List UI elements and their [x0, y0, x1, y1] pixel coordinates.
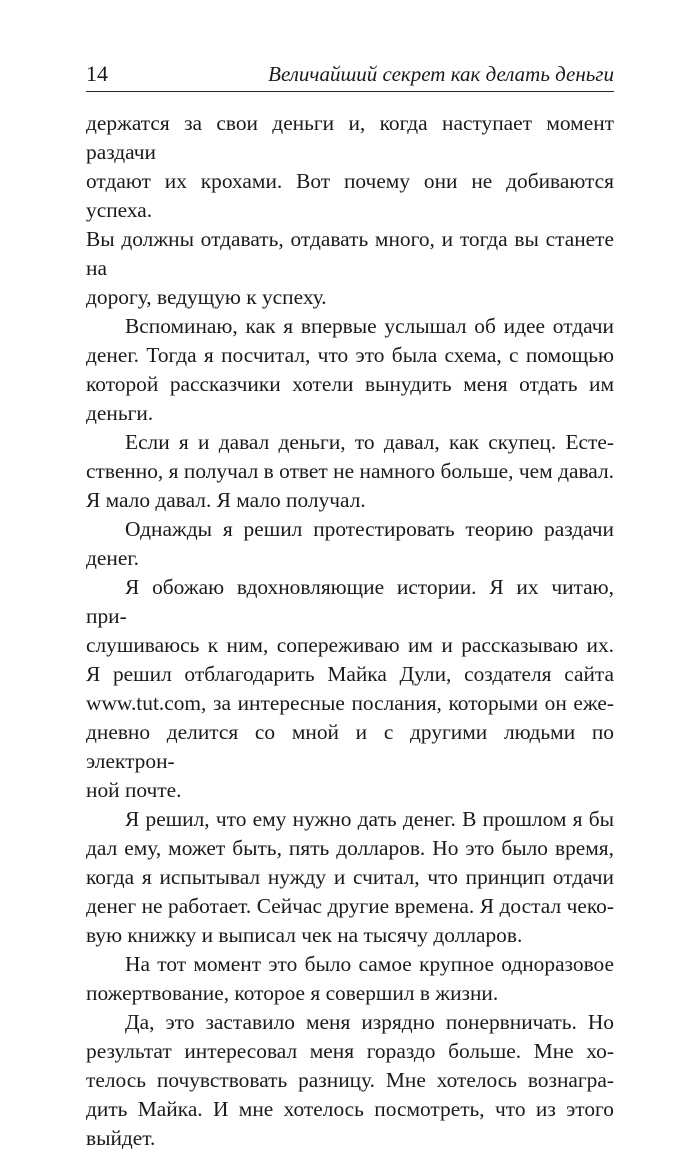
- text-line: дал ему, может быть, пять долларов. Но это было время,: [86, 836, 614, 860]
- page-header: [86, 60, 614, 88]
- text-line: Да, это заставило меня изрядно понервничать. Но: [125, 1010, 614, 1034]
- text-line: денег. Тогда я посчитал, что это была схема, с помощью: [86, 343, 614, 367]
- text-line: результат интересовал меня гораздо больше. Мне хо-: [86, 1039, 614, 1063]
- running-title: Величайший секрет как делать деньги: [268, 62, 614, 86]
- header-rule: [86, 91, 614, 92]
- text-line: деньги.: [86, 401, 154, 425]
- text-line: держатся за свои деньги и, когда наступает момент раздачи: [86, 111, 614, 164]
- text-line: пожертвование, которое я совершил в жизни.: [86, 981, 499, 1005]
- text-line: Я решил отблагодарить Майка Дули, создателя сайта: [86, 662, 614, 686]
- text-line: дорогу, ведущую к успеху.: [86, 285, 327, 309]
- text-line: слушиваюсь к ним, сопереживаю им и рассказываю их.: [86, 633, 614, 657]
- text-line: вую книжку и выписал чек на тысячу долларов.: [86, 923, 523, 947]
- text-line: Я мало давал. Я мало получал.: [86, 488, 366, 512]
- text-line: дневно делится со мной и с другими людьми по электрон-: [86, 720, 614, 773]
- text-line: телось почувствовать разницу. Мне хотелось вознагра-: [86, 1068, 614, 1092]
- text-line: Я решил, что ему нужно дать денег. В прошлом я бы: [125, 807, 614, 831]
- text-line: ственно, я получал в ответ не намного больше, чем давал.: [86, 459, 614, 483]
- text-line: денег.: [86, 546, 140, 570]
- text-line: На тот момент это было самое крупное одноразовое: [125, 952, 614, 976]
- text-line: ной почте.: [86, 778, 182, 802]
- text-line: Если я и давал деньги, то давал, как скупец. Есте-: [125, 430, 614, 454]
- text-line: www.tut.com, за интересные послания, которыми он еже-: [86, 691, 614, 715]
- text-line: выйдет.: [86, 1126, 156, 1150]
- body-text: [86, 109, 614, 1153]
- text-line: Я обожаю вдохновляющие истории. Я их читаю, при-: [86, 575, 614, 628]
- text-line: дить Майка. И мне хотелось посмотреть, что из этого: [86, 1097, 614, 1121]
- text-line: Однажды я решил протестировать теорию раздачи: [125, 517, 614, 541]
- text-line: которой рассказчики хотели вынудить меня отдать им: [86, 372, 614, 396]
- page-number: 14: [86, 61, 108, 86]
- text-line: Вы должны отдавать, отдавать много, и тогда вы станете на: [86, 227, 614, 280]
- text-line: когда я испытывал нужду и считал, что принцип отдачи: [86, 865, 614, 889]
- text-line: Вспоминаю, как я впервые услышал об идее отдачи: [125, 314, 614, 338]
- text-line: денег не работает. Сейчас другие времена. Я достал чеко-: [86, 894, 614, 918]
- text-line: отдают их крохами. Вот почему они не добиваются успеха.: [86, 169, 614, 222]
